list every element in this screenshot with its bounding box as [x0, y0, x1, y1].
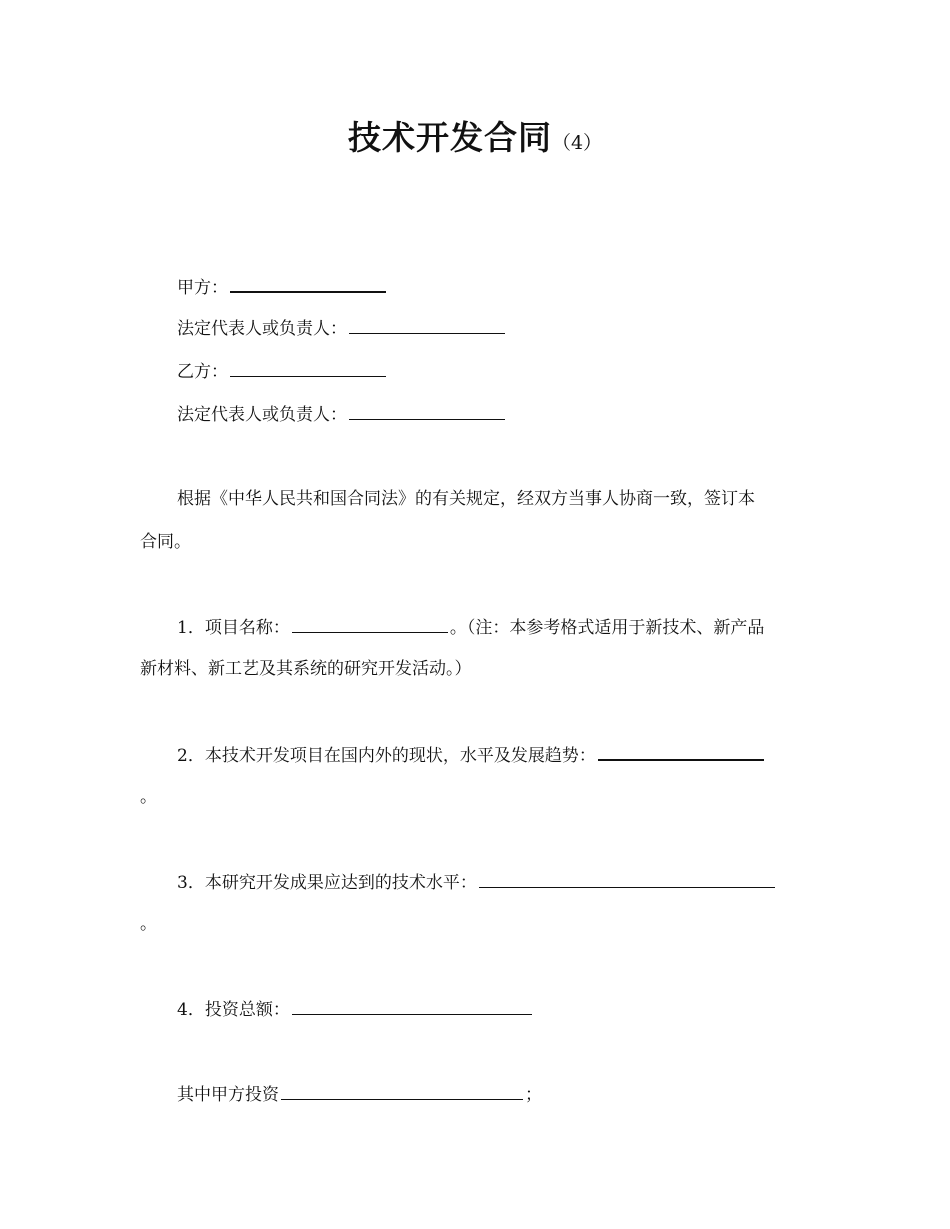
item-4-label: 4．投资总额： — [177, 1000, 290, 1020]
item-4-sub-blank — [281, 1082, 523, 1100]
party-b-line — [177, 359, 388, 384]
item-4-sub-end: ； — [525, 1085, 542, 1105]
item-2-blank — [598, 742, 764, 761]
title-main: 技术开发合同 — [347, 118, 552, 157]
party-b-rep-line — [177, 402, 507, 427]
party-b-label: 乙方： — [177, 362, 228, 382]
item-2-end: 。 — [140, 787, 157, 807]
party-a-rep-blank — [349, 316, 505, 334]
party-a-line — [177, 274, 388, 300]
preamble-line-2: 合同。 — [140, 532, 191, 552]
item-1-label: 1．项目名称： — [177, 618, 290, 638]
document-title — [0, 112, 950, 159]
item-3-blank — [479, 870, 775, 888]
item-1-line — [177, 615, 764, 640]
item-4-sub-label: 其中甲方投资 — [177, 1085, 279, 1105]
item-4-blank — [292, 997, 532, 1015]
item-1-line-2: 新材料、新工艺及其系统的研究开发活动。） — [140, 659, 472, 679]
item-1-after: 。（注：本参考格式适用于新技术、新产品 — [449, 618, 765, 638]
party-b-rep-label: 法定代表人或负责人： — [177, 405, 347, 425]
party-a-rep-line — [177, 316, 507, 341]
item-3-line — [177, 870, 777, 895]
item-4-line — [177, 997, 534, 1022]
item-2-label: 2．本技术开发项目在国内外的现状，水平及发展趋势： — [177, 746, 596, 766]
preamble-line-1: 根据《中华人民共和国合同法》的有关规定，经双方当事人协商一致，签订本 — [177, 489, 755, 509]
party-a-rep-label: 法定代表人或负责人： — [177, 319, 347, 339]
item-4-sub-line — [177, 1082, 542, 1107]
item-3-label: 3．本研究开发成果应达到的技术水平： — [177, 873, 477, 893]
item-2-line — [177, 742, 766, 768]
party-b-blank — [230, 359, 386, 377]
item-3-end: 。 — [140, 914, 157, 934]
item-1-blank — [292, 615, 448, 633]
party-a-blank — [230, 274, 386, 293]
party-b-rep-blank — [349, 402, 505, 420]
title-suffix: （4） — [551, 132, 603, 154]
party-a-label: 甲方： — [177, 278, 228, 298]
